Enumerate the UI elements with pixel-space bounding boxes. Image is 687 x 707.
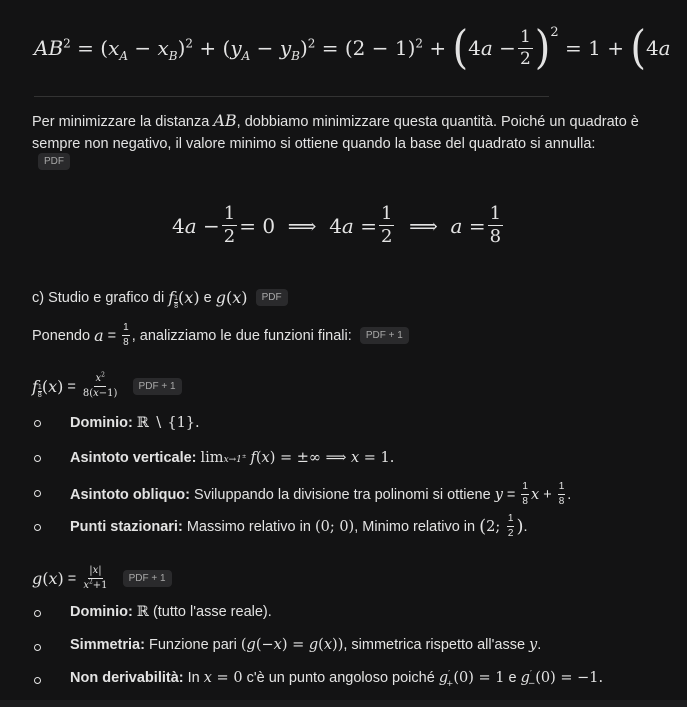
bullet-marker — [34, 455, 41, 462]
list-item-g-simmetria: Simmetria: Funzione pari (g(−x) = g(x)) , simmetrica rispetto all'asse y . — [70, 637, 542, 653]
bullet-marker — [34, 420, 41, 427]
bullet-marker — [34, 677, 41, 684]
pdf-source-chip[interactable]: PDF + 1 — [133, 378, 182, 395]
section-heading-c: c) Studio e grafico di f 1 8 (x) e g(x) PDF — [32, 285, 288, 310]
function-g-definition: g(x) = $\frac{|x|}{x^2+1}$ PDF + 1 — [32, 566, 172, 591]
bullet-marker — [34, 490, 41, 497]
bullet-marker — [34, 610, 41, 617]
pdf-source-chip[interactable]: PDF + 1 — [123, 570, 172, 587]
list-item-g-dominio: Dominio: ℝ (tutto l'asse reale). — [70, 604, 272, 620]
equation-distance-squared: $AB^2$ = ( $x_A$ − $x_B$ )$^2$ + ( $y_A$ − $y_B$ )$^2 = (2 - 1)^2$ + ( 4 a − $\frac{1}{2}$ ) $^2$ = 1 + ( 4 a — [34, 21, 671, 75]
paragraph-minimize: Per minimizzare la distanza AB, dobbiamo minimizzare questa quantità. Poiché un quadrato è sempre non negativo, il valore minimo si ottiene quando la base del quadrato si annulla: — [32, 111, 639, 152]
list-item-f-asintoto-obliquo: Asintoto obliquo: Sviluppando la divisione tra polinomi si ottiene y = $\frac{1}{8}$ x + $\frac{1}{8}$ . — [70, 481, 572, 507]
list-item-f-asintoto-verticale: Asintoto verticale: lim x→1± f(x) = ±∞ ⟹ x = 1. — [70, 450, 395, 466]
pdf-source-chip[interactable]: PDF — [38, 153, 70, 170]
equation-solve-a: 4 a − $\frac{1}{2}$ = 0 ⟹ 4 a = $\frac{1}{2}$ ⟹ a = $\frac{1}{8}$ — [172, 203, 502, 247]
list-item-f-punti-stazionari: Punti stazionari: Massimo relativo in (0; 0) , Minimo relativo in ( 2; $\frac{1}{2}$ ) . — [70, 513, 528, 539]
list-item-f-dominio: Dominio: ℝ ∖ {1}. — [70, 415, 200, 431]
bullet-marker — [34, 644, 41, 651]
pdf-source-chip[interactable]: PDF + 1 — [360, 327, 409, 344]
function-f-definition: f 1 8 (x) = $\frac{x^2}{8(x-1)}$ PDF + 1 — [32, 374, 182, 399]
divider — [34, 96, 549, 97]
ponendo-line: Ponendo a = $\frac{1}{8}$ , analizziamo le due funzioni finali: PDF + 1 — [32, 323, 409, 348]
bottom-edge — [0, 700, 687, 707]
bullet-marker — [34, 524, 41, 531]
pdf-source-chip[interactable]: PDF — [256, 289, 288, 306]
list-item-g-non-derivabilita: Non derivabilità: In x = 0 c'è un punto angoloso poiché $g'_+(0) = 1$ e $g'_-(0) = -1$. — [70, 669, 604, 689]
